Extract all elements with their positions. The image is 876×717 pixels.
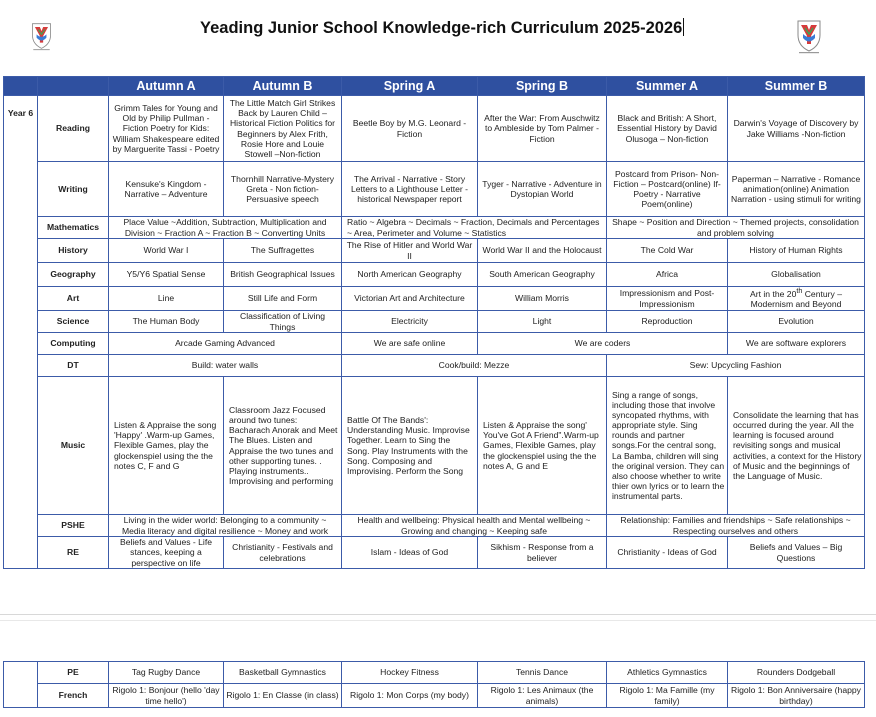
column-header: Spring B <box>478 77 607 96</box>
table-cell: Listen & Appraise the song 'Happy' .Warm-up Games, Flexible Games, play the glockenspiel using the the notes C, F and G <box>109 377 224 515</box>
table-cell: Rounders Dodgeball <box>728 662 865 684</box>
table-cell: Sikhism - Response from a believer <box>478 537 607 569</box>
table-cell: Line <box>109 287 224 311</box>
subject-label: DT <box>38 355 109 377</box>
table-cell: Place Value ~Addition, Subtraction, Multiplication and Division ~ Fraction A ~ Fraction B ~ Converting Units <box>109 217 342 239</box>
table-cell: The Rise of Hitler and World War II <box>342 239 478 263</box>
table-cell: Impressionism and Post-Impressionism <box>607 287 728 311</box>
year-blank-cell <box>4 662 38 708</box>
table-cell: Beliefs and Values - Life stances, keeping a perspective on life <box>109 537 224 569</box>
table-row-dt <box>4 355 865 377</box>
table-cell: Globalisation <box>728 263 865 287</box>
subject-label: Reading <box>38 96 109 162</box>
table-cell: Athletics Gymnastics <box>607 662 728 684</box>
table-cell: Darwin's Voyage of Discovery by Jake Williams -Non-fiction <box>728 96 865 162</box>
year-label: Year 6 <box>4 96 38 569</box>
table-cell: Listen & Appraise the song' You've Got A Friend".Warm-up Games, Flexible Games, play the glockenspiel using the the notes A, G and E <box>478 377 607 515</box>
table-cell: The Arrival - Narrative - Story Letters to a Lighthouse Letter - historical Newspaper report <box>342 162 478 217</box>
page-break <box>0 620 876 621</box>
column-header: Spring A <box>342 77 478 96</box>
column-header: Autumn A <box>109 77 224 96</box>
subject-label: French <box>38 684 109 708</box>
subject-label: History <box>38 239 109 263</box>
table-cell: We are coders <box>478 333 728 355</box>
table-row-re <box>4 537 865 569</box>
school-logo-right <box>795 18 823 54</box>
table-cell: Postcard from Prison- Non-Fiction – Postcard(online) If- Poetry - Narrative Poem(online) <box>607 162 728 217</box>
table-cell: Still Life and Form <box>224 287 342 311</box>
table-row-writing <box>4 162 865 217</box>
table-cell: Islam - Ideas of God <box>342 537 478 569</box>
table-row-music <box>4 377 865 515</box>
subject-label: PE <box>38 662 109 684</box>
table-cell: We are software explorers <box>728 333 865 355</box>
curriculum-table-continued <box>3 661 865 708</box>
table-cell: Evolution <box>728 311 865 333</box>
table-cell: British Geographical Issues <box>224 263 342 287</box>
table-row-reading <box>4 96 865 162</box>
subject-label: Writing <box>38 162 109 217</box>
text-cursor <box>683 18 684 36</box>
table-cell: Consolidate the learning that has occurred during the year. All the learning is focused around revisiting songs and musical activities, a context for the History of Music and the beginnings of the Language of Music. <box>728 377 865 515</box>
subject-label: Art <box>38 287 109 311</box>
table-cell: Christianity - Festivals and celebrations <box>224 537 342 569</box>
table-cell: Y5/Y6 Spatial Sense <box>109 263 224 287</box>
table-cell: Black and British: A Short, Essential History by David Olusoga – Non-fiction <box>607 96 728 162</box>
table-cell: The Little Match Girl Strikes Back by Lauren Child – Historical Fiction Politics for Beginners by Alex Frith, Rosie Hore and Louie Stowell –Non-fiction <box>224 96 342 162</box>
table-cell: Classification of Living Things <box>224 311 342 333</box>
table-cell: Tag Rugby Dance <box>109 662 224 684</box>
subject-label: Science <box>38 311 109 333</box>
table-cell: Basketball Gymnastics <box>224 662 342 684</box>
page-break <box>0 614 876 615</box>
table-cell: After the War: From Auschwitz to Ambleside by Tom Palmer - Fiction <box>478 96 607 162</box>
table-cell: Relationship: Families and friendships ~ Safe relationships ~ Respecting ourselves and others <box>607 515 865 537</box>
table-cell: History of Human Rights <box>728 239 865 263</box>
table-cell: North American Geography <box>342 263 478 287</box>
table-cell: Rigolo 1: Bon Anniversaire (happy birthday) <box>728 684 865 708</box>
table-cell: Rigolo 1: Bonjour (hello 'day time hello') <box>109 684 224 708</box>
table-cell: Reproduction <box>607 311 728 333</box>
table-cell: The Cold War <box>607 239 728 263</box>
column-header: Summer B <box>728 77 865 96</box>
header-row <box>4 77 865 96</box>
table-cell: Arcade Gaming Advanced <box>109 333 342 355</box>
table-cell: Ratio ~ Algebra ~ Decimals ~ Fraction, Decimals and Percentages ~ Area, Perimeter and Volume ~ Statistics <box>342 217 607 239</box>
table-cell: Rigolo 1: En Classe (in class) <box>224 684 342 708</box>
table-row-pshe <box>4 515 865 537</box>
table-cell: Sew: Upcycling Fashion <box>607 355 865 377</box>
table-cell: Paperman – Narrative - Romance animation(online) Animation Narration - using stimuli for writing <box>728 162 865 217</box>
table-cell: Living in the wider world: Belonging to a community ~ Media literacy and digital resilience ~ Money and work <box>109 515 342 537</box>
table-cell: William Morris <box>478 287 607 311</box>
school-logo-left <box>25 18 53 54</box>
table-cell: Sing a range of songs, including those that involve syncopated rhythms, with appropriate style. Sing rounds and partner songs.For the central song, La Bamba, children will sing the original version. They can also choose whether to write thier own lyrics or to learn the instrumental parts. <box>607 377 728 515</box>
subject-label: Mathematics <box>38 217 109 239</box>
table-cell: Health and wellbeing: Physical health and Mental wellbeing ~ Growing and changing ~ Keeping safe <box>342 515 607 537</box>
table-cell: South American Geography <box>478 263 607 287</box>
table-cell: We are safe online <box>342 333 478 355</box>
table-cell: Grimm Tales for Young and Old by Philip Pullman - Fiction Poetry for Kids: William Shakespeare edited by Marguerite Tassi - Poetry <box>109 96 224 162</box>
table-cell: Hockey Fitness <box>342 662 478 684</box>
table-cell: Tennis Dance <box>478 662 607 684</box>
table-row-pe <box>4 662 865 684</box>
table-cell: Battle Of The Bands': Understanding Music. Improvise Together. Learn to Sing the Song. Play Instruments with the Song. Composing and Improvising. Perform the Song <box>342 377 478 515</box>
header-blank-cell <box>4 77 38 96</box>
table-row-computing <box>4 333 865 355</box>
subject-label: Computing <box>38 333 109 355</box>
table-cell: Electricity <box>342 311 478 333</box>
table-cell: Beetle Boy by M.G. Leonard - Fiction <box>342 96 478 162</box>
table-cell: Christianity - Ideas of God <box>607 537 728 569</box>
table-cell: World War I <box>109 239 224 263</box>
header-blank-cell <box>38 77 109 96</box>
table-row-geography <box>4 263 865 287</box>
table-cell: World War II and the Holocaust <box>478 239 607 263</box>
table-row-science <box>4 311 865 333</box>
table-cell: The Suffragettes <box>224 239 342 263</box>
table-cell: Rigolo 1: Les Animaux (the animals) <box>478 684 607 708</box>
column-header: Summer A <box>607 77 728 96</box>
table-row-art <box>4 287 865 311</box>
table-cell: Tyger - Narrative - Adventure in Dystopian World <box>478 162 607 217</box>
table-cell: Classroom Jazz Focused around two tunes: Bacharach Anorak and Meet The Blues. Listen and Appraise the two tunes and other supporting tunes. . Playing instruments.. Improvising and performing <box>224 377 342 515</box>
document-title[interactable]: Yeading Junior School Knowledge-rich Curriculum 2025-2026 <box>200 19 683 37</box>
table-cell: Rigolo 1: Ma Famille (my family) <box>607 684 728 708</box>
table-cell: Cook/build: Mezze <box>342 355 607 377</box>
table-row-history <box>4 239 865 263</box>
subject-label: PSHE <box>38 515 109 537</box>
table-cell: Art in the 20th Century – Modernism and Beyond <box>728 287 865 311</box>
table-cell: The Human Body <box>109 311 224 333</box>
subject-label: Music <box>38 377 109 515</box>
table-cell: Shape ~ Position and Direction ~ Themed projects, consolidation and problem solving <box>607 217 865 239</box>
table-cell: Build: water walls <box>109 355 342 377</box>
subject-label: Geography <box>38 263 109 287</box>
subject-label: RE <box>38 537 109 569</box>
table-cell: Thornhill Narrative-Mystery Greta - Non fiction- Persuasive speech <box>224 162 342 217</box>
table-cell: Kensuke's Kingdom - Narrative – Adventure <box>109 162 224 217</box>
curriculum-table <box>3 76 865 569</box>
table-row-mathematics <box>4 217 865 239</box>
table-cell: Victorian Art and Architecture <box>342 287 478 311</box>
table-cell: Africa <box>607 263 728 287</box>
table-cell: Rigolo 1: Mon Corps (my body) <box>342 684 478 708</box>
table-row-french <box>4 684 865 708</box>
column-header: Autumn B <box>224 77 342 96</box>
table-cell: Light <box>478 311 607 333</box>
table-cell: Beliefs and Values – Big Questions <box>728 537 865 569</box>
